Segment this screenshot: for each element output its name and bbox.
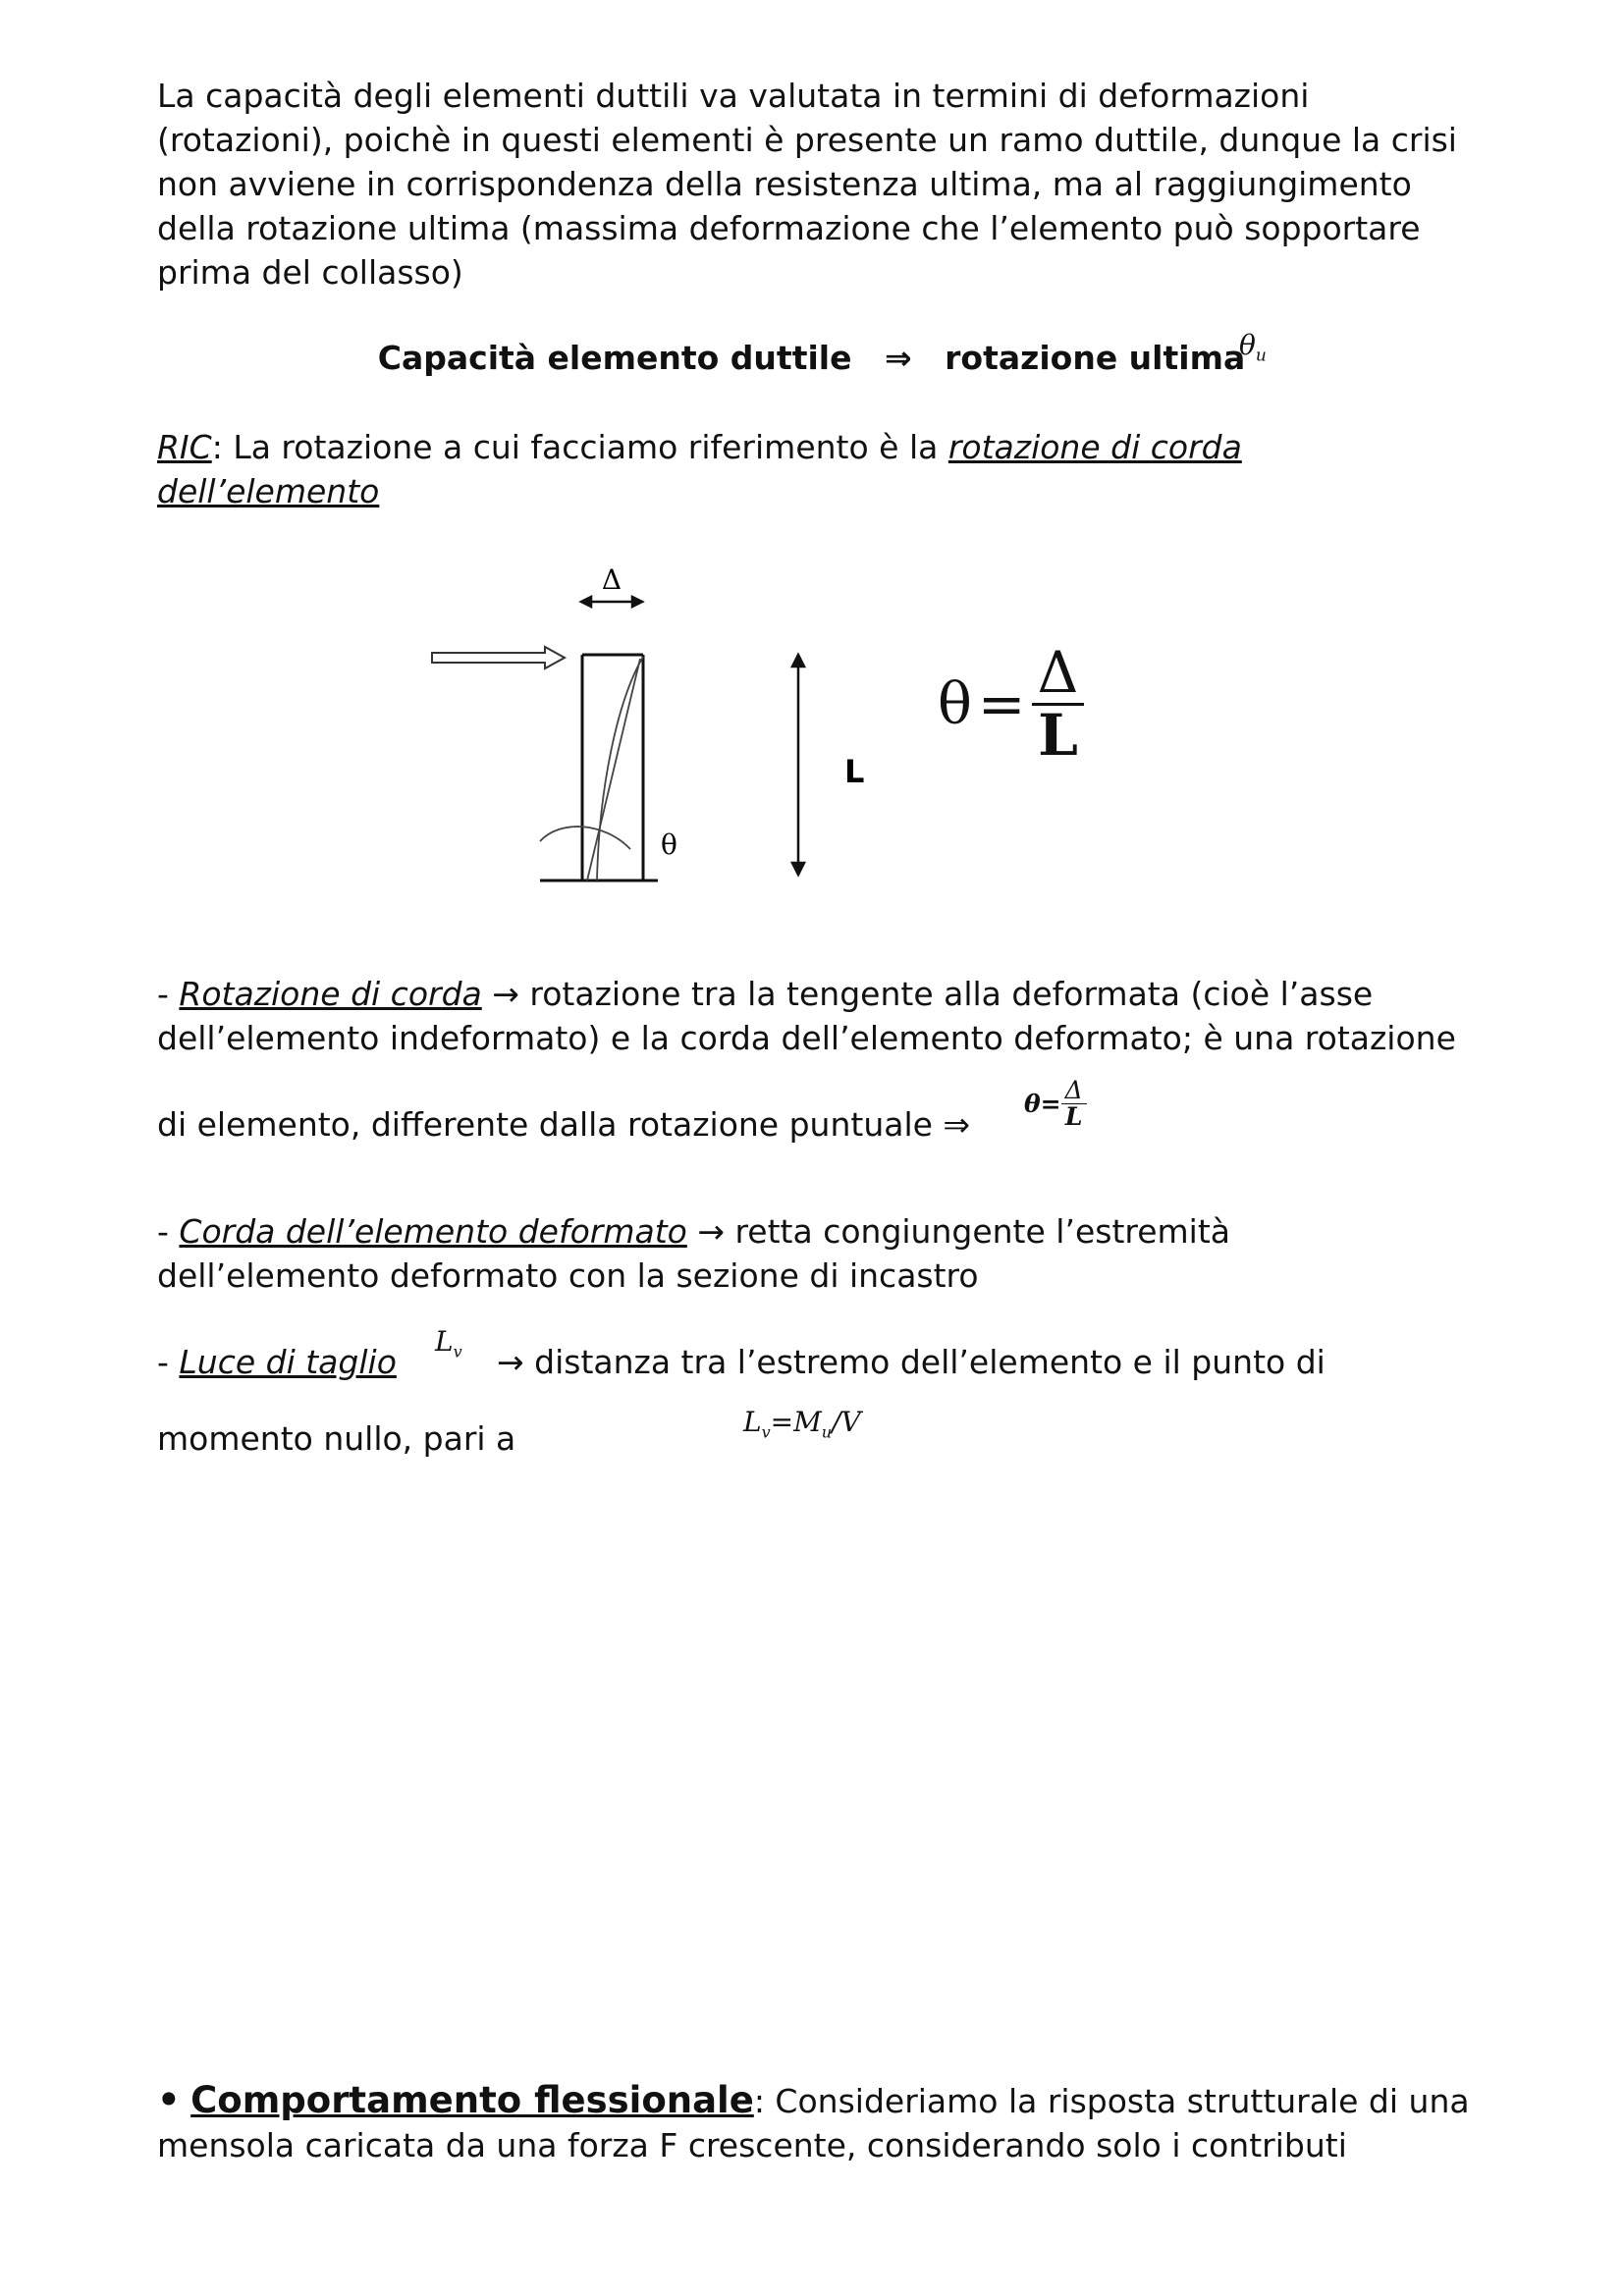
definition-luce-taglio-line2: momento nullo, pari a [157, 1419, 516, 1458]
formula-denominator: L [1038, 701, 1078, 769]
intro-line: della rotazione ultima (massima deformazione che l’elemento può sopportare [157, 209, 1421, 247]
formula-numerator: Δ [1032, 643, 1085, 706]
theta-u-symbol: $\theta_u$ [1239, 329, 1267, 366]
intro-line: prima del collasso) [157, 253, 463, 292]
lv-formula: $L_v=M_u/V$ [743, 1406, 861, 1442]
force-arrow-icon [432, 647, 565, 668]
ric-emph-cont: dell’elemento [157, 472, 380, 510]
section-comportamento-flessionale: • Comportamento flessionale: Consideriamo la risposta strutturale di una mensola caricata da una forza F crescente, considerando solo i contributi [157, 2079, 1470, 2164]
chord-rotation-formula [938, 639, 1084, 769]
delta-arrow-icon [581, 597, 642, 607]
implies-icon: ⇒ [884, 339, 912, 377]
intro-line: La capacità degli elementi duttili va valutata in termini di deformazioni [157, 77, 1310, 115]
intro-line: (rotazioni), poichè in questi elementi è presente un ramo duttile, dunque la crisi [157, 121, 1457, 159]
key-statement-left: Capacità elemento duttile [377, 339, 852, 377]
definition-corda-elemento: - Corda dell’elemento deformato → retta congiungente l’estremità dell’elemento deformato con la sezione di incastro [157, 1212, 1230, 1295]
term-corda-elemento: Corda dell’elemento deformato [179, 1212, 687, 1251]
definition-rotazione-corda: - Rotazione di corda → rotazione tra la tengente alla deformata (cioè l’asse dell’elemento indeformato) e la corda dell’elemento deformato; è una rotazione [157, 975, 1456, 1057]
formula-lhs: θ [938, 670, 972, 738]
lv-symbol: $L_v$ [435, 1325, 462, 1362]
intro-paragraph [157, 74, 1532, 294]
term-rotazione-corda: Rotazione di corda [179, 975, 482, 1013]
ric-emph: rotazione di corda [947, 428, 1242, 466]
length-arrow-icon [792, 655, 804, 875]
theta-fraction-formula: θ= $\frac{\Delta}{L}$ [1024, 1078, 1087, 1131]
intro-line: non avviene in corrispondenza della resistenza ultima, ma al raggiungimento [157, 165, 1412, 203]
delta-label: Δ [601, 563, 622, 596]
ric-text: : La rotazione a cui facciamo riferimento è la [211, 428, 948, 466]
ric-label: RIC [157, 428, 212, 466]
formula-eq: = [977, 670, 1026, 738]
key-statement-right: rotazione ultima [945, 339, 1246, 377]
term-luce-taglio: Luce di taglio [179, 1343, 397, 1381]
definition-rotazione-corda-line3: di elemento, differente dalla rotazione puntuale ⇒ [157, 1105, 971, 1144]
bullet-icon: • [157, 2079, 181, 2121]
ric-note [157, 425, 1532, 513]
length-label: L [844, 753, 865, 790]
section-heading: Comportamento flessionale [190, 2079, 754, 2121]
formula-fraction [1032, 639, 1085, 769]
definition-luce-taglio-rest: → distanza tra l’estremo dell’elemento e il punto di [497, 1343, 1325, 1381]
key-statement [0, 339, 1623, 377]
definition-luce-taglio: - Luce di taglio [157, 1343, 397, 1381]
theta-label: θ [661, 828, 677, 861]
deformed-shape [540, 657, 643, 881]
